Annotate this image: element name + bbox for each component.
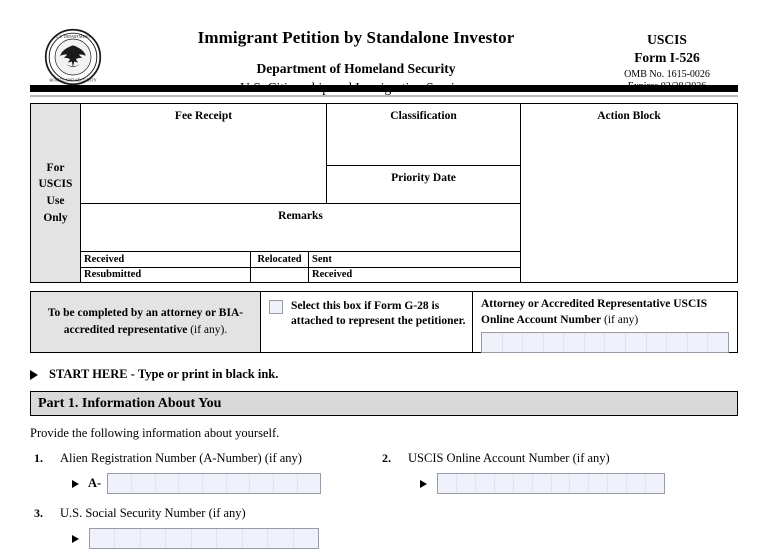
input-cell[interactable] [564,333,585,352]
for-uscis-use-only-column [31,104,81,282]
table-row [81,252,520,268]
omb-number-label: OMB No. 1615-0026 [624,69,710,80]
items-row-2 [30,506,738,549]
input-cell[interactable] [298,474,321,493]
g28-checkbox[interactable] [269,300,283,314]
input-cell[interactable] [514,474,533,493]
input-cell[interactable] [203,474,227,493]
input-cell[interactable] [250,474,274,493]
input-cell[interactable] [570,474,589,493]
input-cell[interactable] [523,333,544,352]
priority-date-cell[interactable] [327,166,520,203]
input-cell[interactable] [227,474,251,493]
part-1-intro-text: Provide the following information about yourself. [30,426,280,440]
received-lower-cell[interactable] [309,268,520,283]
start-here-row [30,367,738,382]
input-cell[interactable] [605,333,626,352]
uscis-online-account-number-input[interactable] [437,473,665,494]
seal-container [30,22,116,86]
input-cell[interactable] [495,474,514,493]
input-cell[interactable] [132,474,156,493]
use-only-line-1: For [46,161,65,174]
a-number-prefix: A- [88,476,102,490]
input-cell[interactable] [179,474,203,493]
input-cell[interactable] [294,529,318,548]
classification-column [327,104,520,203]
input-cell[interactable] [667,333,688,352]
attorney-instruction-panel [31,292,261,352]
input-cell[interactable] [217,529,242,548]
input-cell[interactable] [627,474,646,493]
item-2-number: 2. [382,451,391,465]
item-1-body [60,451,378,494]
uscis-use-only-table [30,103,738,283]
use-only-line-3: Use [46,195,65,207]
agency-name: U.S. Citizenship and Immigration Services [240,80,472,95]
attorney-account-label-regular: (if any) [601,313,639,326]
item-3-body [60,506,378,549]
sent-label: Sent [312,253,332,265]
input-cell[interactable] [585,333,606,352]
input-cell[interactable] [544,333,565,352]
item-3-label: U.S. Social Security Number (if any) [60,506,246,520]
received-cell[interactable] [81,252,251,267]
fee-receipt-label: Fee Receipt [174,110,233,122]
social-security-number-input[interactable] [89,528,319,549]
right-triangle-icon [30,370,38,380]
input-cell[interactable] [115,529,140,548]
item-social-security-number [30,506,378,549]
department-name: Department of Homeland Security [256,61,456,76]
form-number-label: Form I-526 [634,50,700,65]
omb-expiration-label: Expires 02/28/2026 [627,81,707,92]
title-block [116,22,596,96]
input-cell[interactable] [108,474,132,493]
right-triangle-icon [72,535,79,543]
input-cell[interactable] [482,333,503,352]
dhs-seal-icon [44,28,102,86]
item-2-body [408,451,738,494]
form-header [30,0,738,95]
remarks-label: Remarks [278,210,323,222]
use-only-line-2: USCIS [38,178,73,191]
sent-cell[interactable] [309,252,520,267]
attorney-g28-box [30,291,738,353]
attorney-account-label [481,297,729,328]
classification-label: Classification [390,110,457,122]
attorney-account-label-bold: Attorney or Accredited Representative USCIS Online Account Number [481,298,708,326]
item-2-field-line [408,473,738,494]
item-uscis-online-account-number [378,451,738,494]
fee-receipt-cell[interactable] [81,104,327,203]
attorney-account-panel [473,292,737,352]
input-cell[interactable] [243,529,268,548]
agency-short-label: USCIS [647,32,687,47]
form-title: Immigrant Petition by Standalone Investor [197,28,515,47]
classification-cell[interactable] [327,104,520,166]
table-row [81,268,520,283]
right-triangle-icon [72,480,79,488]
part-1-header-band [30,391,738,416]
remarks-cell[interactable] [81,204,520,252]
received-lower-label: Received [312,269,353,281]
received-label: Received [84,253,125,265]
resubmitted-label: Resubmitted [84,269,142,281]
input-cell[interactable] [141,529,166,548]
input-cell[interactable] [192,529,217,548]
g28-checkbox-label: Select this box if Form G-28 is attached to represent the petitioner. [291,300,466,327]
alien-registration-number-input[interactable] [107,473,321,494]
for-uscis-use-only-label [39,160,73,227]
input-cell[interactable] [646,474,664,493]
input-cell[interactable] [457,474,476,493]
attorney-instruction-text [39,305,252,338]
start-here-label: START HERE - Type or print in black ink. [49,367,279,381]
input-cell[interactable] [647,333,668,352]
part-1-heading: Part 1. Information About You [38,395,222,411]
svg-text:U.S. DEPARTMENT: U.S. DEPARTMENT [55,33,91,39]
attorney-instruction-regular: (if any). [187,324,228,336]
input-cell[interactable] [589,474,608,493]
input-cell[interactable] [156,474,180,493]
input-cell[interactable] [90,529,115,548]
relocated-cell[interactable] [251,252,309,267]
item-2-label: USCIS Online Account Number (if any) [408,451,610,465]
input-cell[interactable] [552,474,571,493]
resubmitted-cell[interactable] [81,268,251,283]
input-cell[interactable] [608,474,627,493]
uscis-table-middle-column [81,104,521,282]
uscis-table-top-row [81,104,520,204]
input-cell[interactable] [274,474,298,493]
items-row-1 [30,451,738,494]
action-block-cell[interactable] [521,104,737,282]
right-triangle-icon [420,480,427,488]
input-cell[interactable] [708,333,728,352]
uscis-table-bottom-rows [81,252,520,282]
item-1-number: 1. [34,451,43,465]
input-cell[interactable] [626,333,647,352]
relocated-cell-lower[interactable] [251,268,309,283]
input-cell[interactable] [476,474,495,493]
action-block-label: Action Block [597,110,661,122]
item-3-number: 3. [34,506,43,520]
item-3-field-line [60,528,378,549]
attorney-account-number-input[interactable] [481,332,729,353]
use-only-line-4: Only [43,211,68,224]
attorney-instruction-bold: To be completed by an attorney or BIA-accredited representative [47,307,244,336]
g28-checkbox-panel [261,292,473,352]
priority-date-label: Priority Date [391,172,456,184]
svg-text:HOMELAND SECURITY: HOMELAND SECURITY [49,77,97,83]
item-1-field-line [60,473,378,494]
part-1-items [30,451,738,549]
input-cell[interactable] [438,474,457,493]
relocated-label: Relocated [257,253,302,265]
input-cell[interactable] [503,333,524,352]
omb-block [596,22,738,92]
input-cell[interactable] [533,474,552,493]
item-alien-registration-number [30,451,378,494]
item-1-label: Alien Registration Number (A-Number) (if any) [60,451,302,465]
input-cell[interactable] [688,333,709,352]
input-cell[interactable] [166,529,191,548]
input-cell[interactable] [268,529,293,548]
